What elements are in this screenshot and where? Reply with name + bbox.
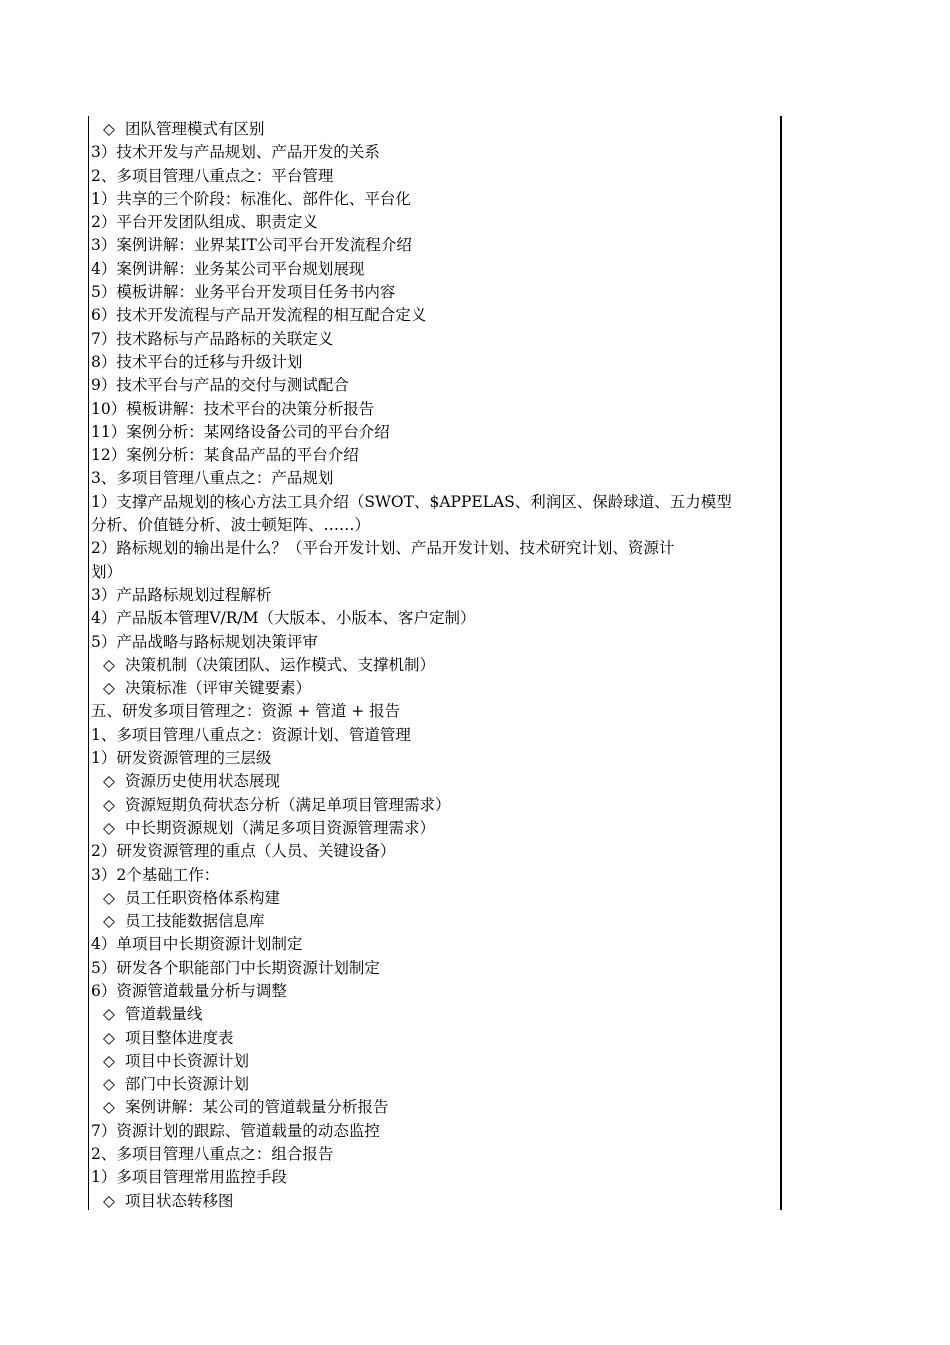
line-text: 项目整体进度表 bbox=[125, 1028, 234, 1047]
line-text: 3）2个基础工作： bbox=[91, 865, 220, 884]
line-text: 5）研发各个职能部门中长期资源计划制定 bbox=[91, 958, 380, 977]
line-text: 5）产品战略与路标规划决策评审 bbox=[91, 632, 318, 651]
text-line bbox=[89, 328, 780, 351]
line-text: 资源短期负荷状态分析（满足单项目管理需求） bbox=[125, 795, 451, 814]
diamond-bullet-icon: ◇ bbox=[103, 655, 115, 674]
text-line bbox=[89, 258, 780, 281]
diamond-bullet-icon: ◇ bbox=[103, 1191, 115, 1210]
line-text: 部门中长资源计划 bbox=[125, 1075, 250, 1094]
text-line bbox=[89, 211, 780, 234]
diamond-bullet-icon: ◇ bbox=[103, 120, 115, 138]
line-text: 6）技术开发流程与产品开发流程的相互配合定义 bbox=[91, 306, 427, 325]
text-line bbox=[89, 351, 780, 374]
bullet-list-item bbox=[89, 1050, 780, 1073]
line-text: 11）案例分析：某网络设备公司的平台介绍 bbox=[91, 422, 390, 441]
bullet-list-item bbox=[89, 677, 780, 700]
bullet-list-item bbox=[89, 910, 780, 933]
line-text: 划） bbox=[91, 562, 123, 581]
diamond-bullet-icon: ◇ bbox=[103, 818, 115, 837]
bullet-list-item bbox=[89, 1190, 780, 1213]
text-line bbox=[89, 444, 780, 467]
line-text: 五、研发多项目管理之：资源 + 管道 + 报告 bbox=[91, 702, 401, 721]
text-line bbox=[89, 607, 780, 630]
bullet-list-item bbox=[89, 887, 780, 910]
bullet-list-item bbox=[89, 1027, 780, 1050]
line-text: 案例讲解：某公司的管道载量分析报告 bbox=[125, 1098, 389, 1117]
line-text: 决策机制（决策团队、运作模式、支撑机制） bbox=[125, 655, 436, 674]
line-text: 团队管理模式有区别 bbox=[125, 120, 265, 138]
text-line bbox=[89, 1120, 780, 1143]
text-line bbox=[89, 747, 780, 770]
line-text: 项目状态转移图 bbox=[125, 1191, 234, 1210]
line-text: 4）产品版本管理V/R/M（大版本、小版本、客户定制） bbox=[91, 609, 476, 628]
line-text: 6）资源管道载量分析与调整 bbox=[91, 981, 287, 1000]
text-line bbox=[89, 864, 780, 887]
text-line bbox=[89, 374, 780, 397]
line-text: 分析、价值链分析、波士顿矩阵、……） bbox=[91, 516, 371, 535]
diamond-bullet-icon: ◇ bbox=[103, 1075, 115, 1094]
text-line bbox=[89, 840, 780, 863]
line-text: 2）路标规划的输出是什么？（平台开发计划、产品开发计划、技术研究计划、资源计 bbox=[91, 539, 675, 558]
text-line bbox=[89, 537, 780, 560]
bullet-list-item bbox=[89, 794, 780, 817]
line-text: 2、多项目管理八重点之：平台管理 bbox=[91, 166, 334, 185]
line-text: 3）产品路标规划过程解析 bbox=[91, 585, 272, 604]
text-line bbox=[89, 491, 780, 514]
text-line bbox=[89, 1143, 780, 1166]
line-text: 3、多项目管理八重点之：产品规划 bbox=[91, 469, 334, 488]
text-line bbox=[89, 724, 780, 747]
text-line bbox=[89, 933, 780, 956]
text-line bbox=[89, 700, 780, 723]
diamond-bullet-icon: ◇ bbox=[103, 772, 115, 791]
line-text: 1）多项目管理常用监控手段 bbox=[91, 1168, 287, 1187]
text-line bbox=[89, 584, 780, 607]
text-line bbox=[89, 188, 780, 211]
diamond-bullet-icon: ◇ bbox=[103, 1005, 115, 1024]
text-line bbox=[89, 234, 780, 257]
line-text: 2、多项目管理八重点之：组合报告 bbox=[91, 1145, 334, 1164]
bullet-list-item bbox=[89, 1073, 780, 1096]
text-line bbox=[89, 141, 780, 164]
bullet-list-item bbox=[89, 1096, 780, 1119]
text-line bbox=[89, 281, 780, 304]
line-text: 4）案例讲解：业务某公司平台规划展现 bbox=[91, 259, 365, 278]
line-text: 7）技术路标与产品路标的关联定义 bbox=[91, 329, 334, 348]
text-line bbox=[89, 304, 780, 327]
line-text: 2）研发资源管理的重点（人员、关键设备） bbox=[91, 842, 396, 861]
diamond-bullet-icon: ◇ bbox=[103, 1098, 115, 1117]
diamond-bullet-icon: ◇ bbox=[103, 679, 115, 698]
line-text: 9）技术平台与产品的交付与测试配合 bbox=[91, 376, 349, 395]
text-line bbox=[89, 514, 780, 537]
line-text: 4）单项目中长期资源计划制定 bbox=[91, 935, 303, 954]
line-text: 12）案例分析：某食品产品的平台介绍 bbox=[91, 446, 359, 465]
bullet-list-item bbox=[89, 654, 780, 677]
bullet-list-item bbox=[89, 770, 780, 793]
text-line bbox=[89, 980, 780, 1003]
bullet-list-item bbox=[89, 817, 780, 840]
diamond-bullet-icon: ◇ bbox=[103, 1051, 115, 1070]
text-line bbox=[89, 398, 780, 421]
diamond-bullet-icon: ◇ bbox=[103, 888, 115, 907]
line-text: 3）技术开发与产品规划、产品开发的关系 bbox=[91, 143, 380, 162]
line-text: 8）技术平台的迁移与升级计划 bbox=[91, 352, 303, 371]
line-text: 决策标准（评审关键要素） bbox=[125, 679, 312, 698]
text-line bbox=[89, 165, 780, 188]
text-line bbox=[89, 467, 780, 490]
line-text: 10）模板讲解：技术平台的决策分析报告 bbox=[91, 399, 375, 418]
text-line bbox=[89, 957, 780, 980]
line-text: 2）平台开发团队组成、职责定义 bbox=[91, 213, 318, 232]
bullet-list-item bbox=[89, 1003, 780, 1026]
line-text: 1）共享的三个阶段：标准化、部件化、平台化 bbox=[91, 189, 411, 208]
line-text: 7）资源计划的跟踪、管道载量的动态监控 bbox=[91, 1121, 380, 1140]
text-line bbox=[89, 421, 780, 444]
table-content-cell bbox=[88, 116, 782, 1210]
line-text: 员工技能数据信息库 bbox=[125, 912, 265, 931]
line-text: 项目中长资源计划 bbox=[125, 1051, 250, 1070]
text-line bbox=[89, 561, 780, 584]
line-text: 3）案例讲解：业界某IT公司平台开发流程介绍 bbox=[91, 236, 412, 255]
text-line bbox=[89, 631, 780, 654]
line-text: 资源历史使用状态展现 bbox=[125, 772, 281, 791]
diamond-bullet-icon: ◇ bbox=[103, 795, 115, 814]
line-text: 1、多项目管理八重点之：资源计划、管道管理 bbox=[91, 725, 411, 744]
line-text: 中长期资源规划（满足多项目资源管理需求） bbox=[125, 818, 436, 837]
line-text: 1）研发资源管理的三层级 bbox=[91, 749, 272, 768]
diamond-bullet-icon: ◇ bbox=[103, 1028, 115, 1047]
bullet-list-item bbox=[89, 118, 780, 141]
line-text: 管道载量线 bbox=[125, 1005, 203, 1024]
line-text: 员工任职资格体系构建 bbox=[125, 888, 281, 907]
line-text: 5）模板讲解：业务平台开发项目任务书内容 bbox=[91, 283, 396, 302]
line-text: 1）支撑产品规划的核心方法工具介绍（SWOT、$APPELAS、利润区、保龄球道、五力模型 bbox=[91, 492, 732, 511]
text-line bbox=[89, 1166, 780, 1189]
diamond-bullet-icon: ◇ bbox=[103, 912, 115, 931]
